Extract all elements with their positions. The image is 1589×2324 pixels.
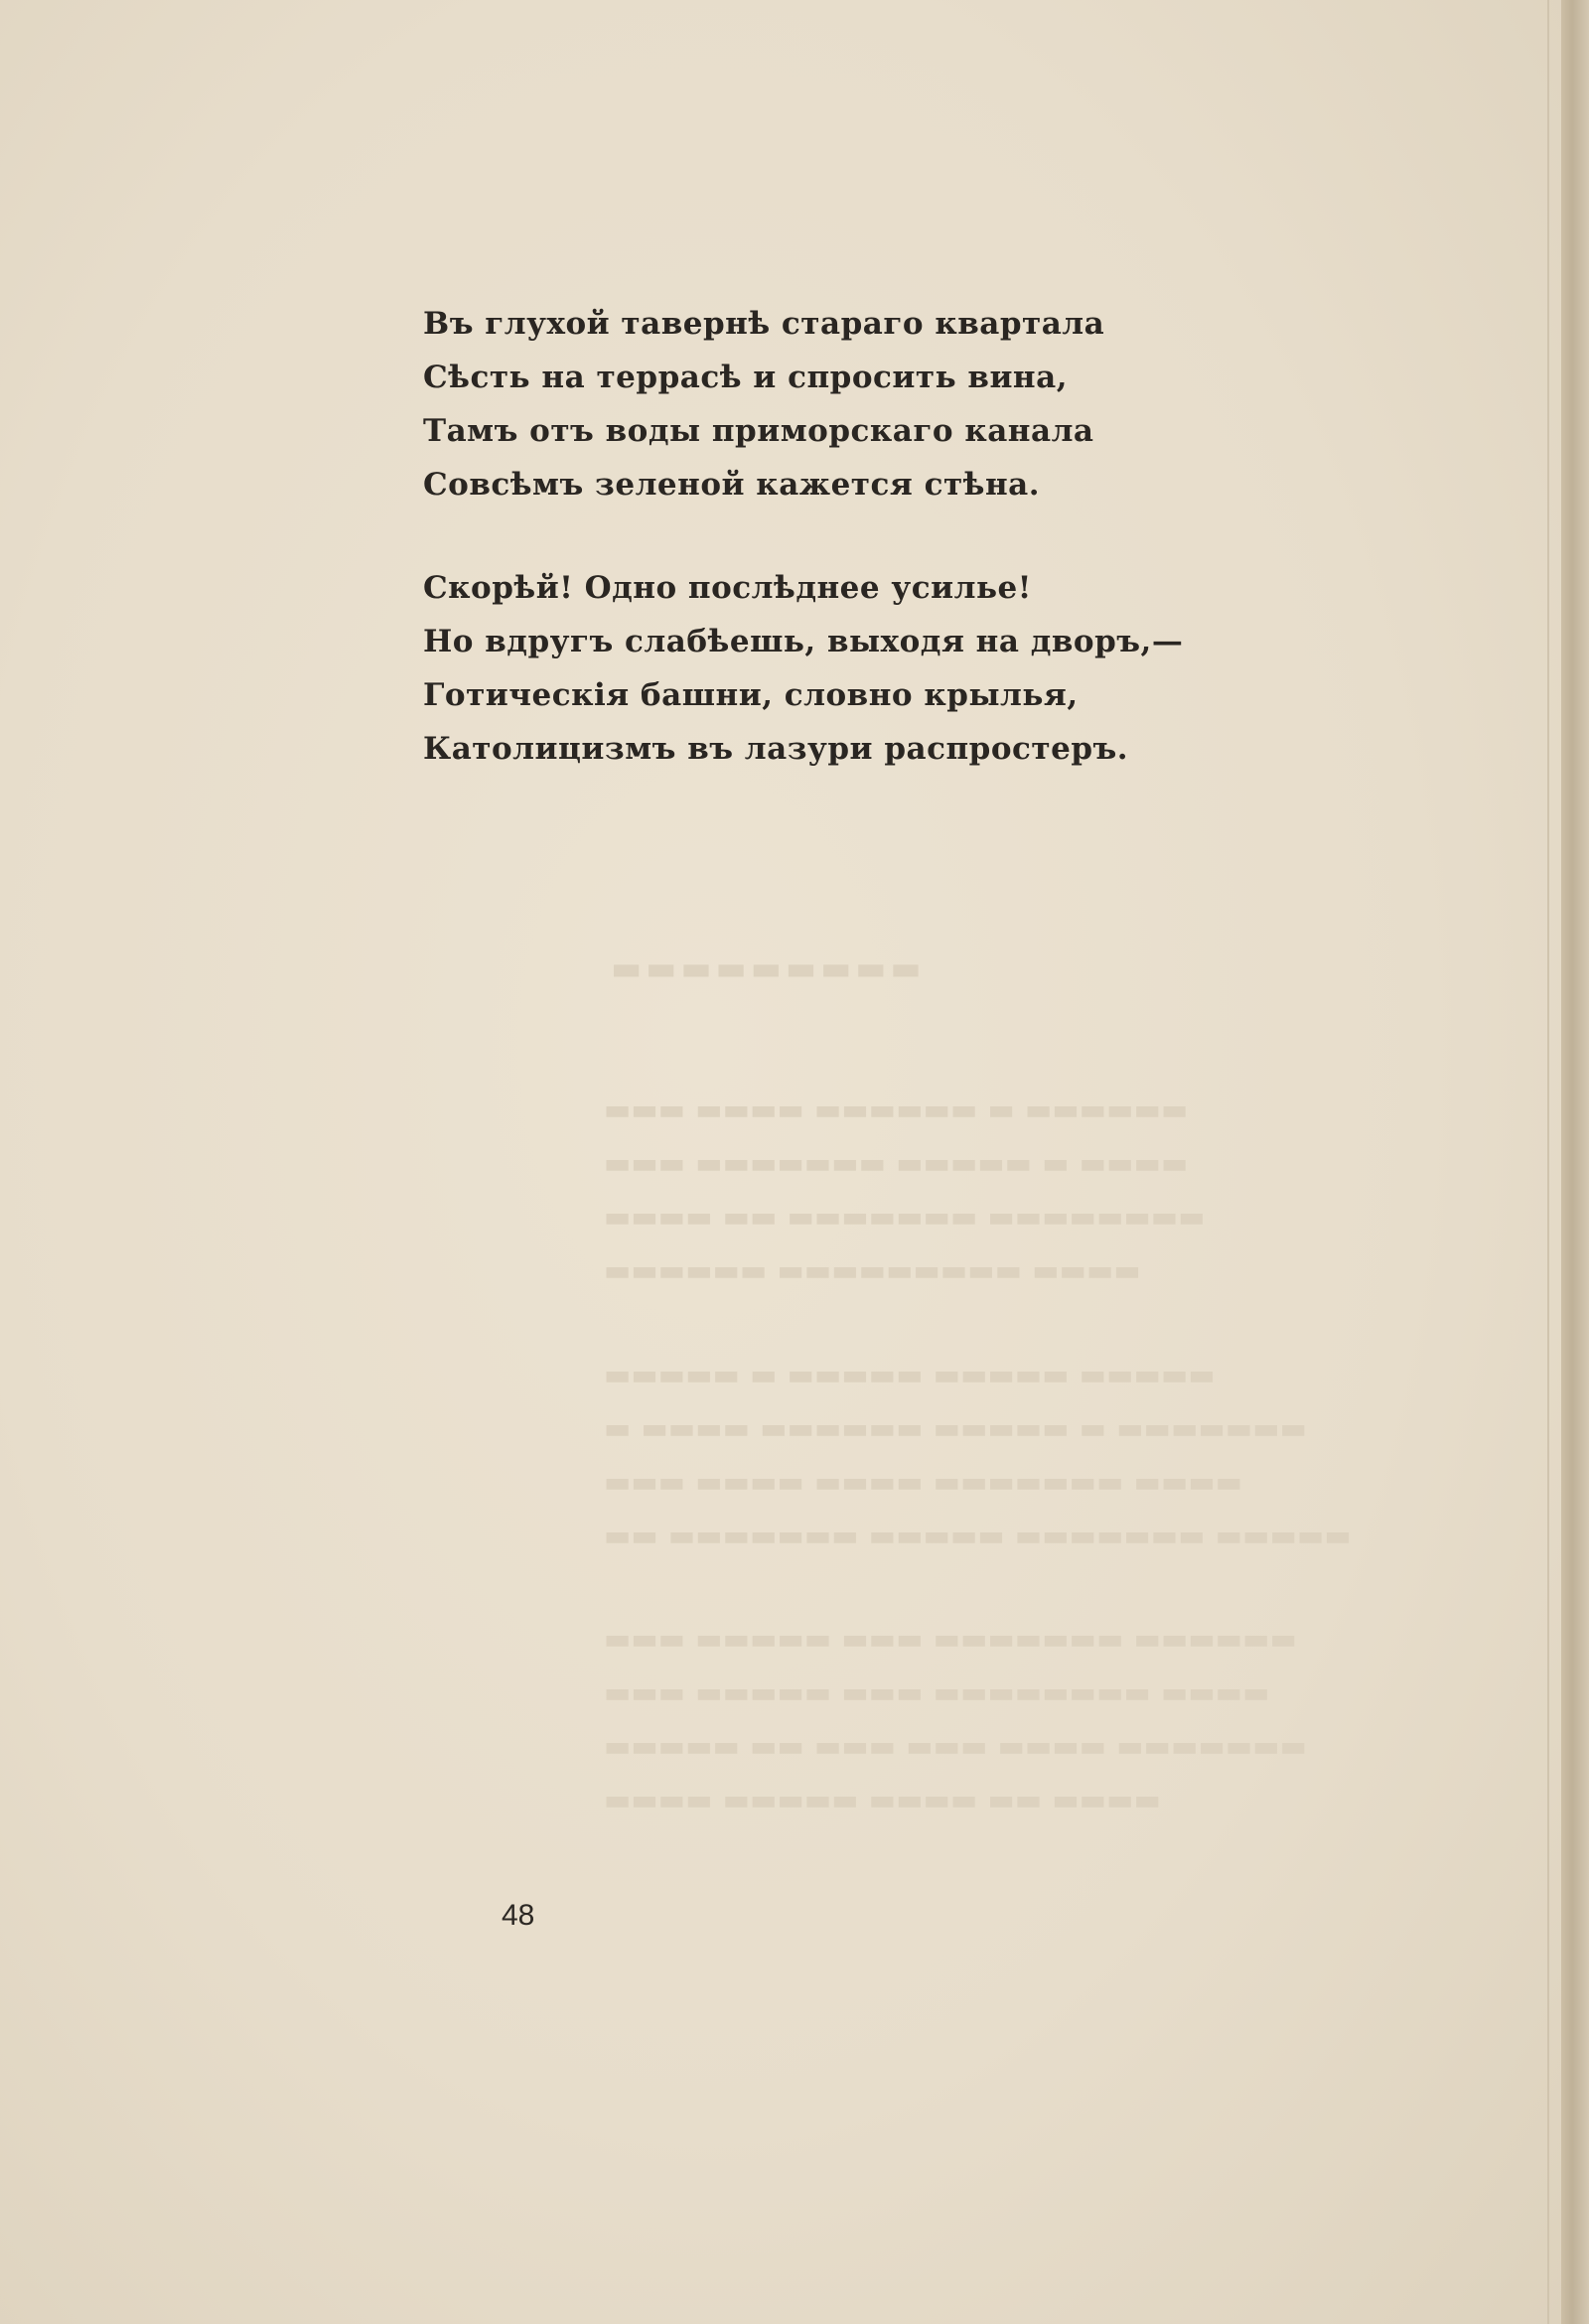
- poem-line: Тамъ отъ воды приморскаго канала: [423, 413, 1094, 449]
- poem-line: Но вдругъ слабѣешь, выходя на дворъ,—: [423, 624, 1184, 659]
- bleed-through-line: ▬▬▬ ▬▬▬▬▬ ▬▬▬ ▬▬▬▬▬▬▬ ▬▬▬▬▬▬: [604, 1622, 1297, 1656]
- bleed-through-line: ▬▬▬ ▬▬▬▬ ▬▬▬▬ ▬▬▬▬▬▬▬ ▬▬▬▬: [604, 1465, 1243, 1499]
- poem-stanza-2: [423, 561, 1183, 776]
- page-number: 48: [502, 1899, 535, 1932]
- bleed-through-stanza: [604, 1348, 1352, 1562]
- poem-line: Совсѣмъ зеленой кажется стѣна.: [423, 467, 1041, 503]
- poem-stanza-1: [423, 297, 1104, 511]
- bleed-through-stanza: [604, 1083, 1206, 1297]
- bleed-through-line: ▬▬▬ ▬▬▬▬▬ ▬▬▬ ▬▬▬▬▬▬▬▬ ▬▬▬▬: [604, 1675, 1270, 1709]
- bleed-through-line: ▬▬ ▬▬▬▬▬▬▬ ▬▬▬▬▬ ▬▬▬▬▬▬▬ ▬▬▬▬▬: [604, 1519, 1352, 1552]
- bleed-through-line: ▬▬▬▬▬ ▬▬ ▬▬▬ ▬▬▬ ▬▬▬▬ ▬▬▬▬▬▬▬: [604, 1729, 1308, 1763]
- bleed-through-line: ▬▬▬▬ ▬▬▬▬▬ ▬▬▬▬ ▬▬ ▬▬▬▬: [604, 1783, 1161, 1816]
- poem-line: Сѣсть на террасѣ и спросить вина,: [423, 360, 1069, 395]
- bleed-through-stanza: [604, 1612, 1307, 1826]
- poem-line: Католицизмъ въ лазури распростеръ.: [423, 731, 1129, 767]
- bleed-through-line: ▬▬▬ ▬▬▬▬▬▬▬ ▬▬▬▬▬ ▬ ▬▬▬▬: [604, 1146, 1189, 1180]
- poem-line: Въ глухой тавернѣ стараго квартала: [423, 306, 1105, 342]
- bleed-through-line: ▬▬▬▬▬ ▬ ▬▬▬▬▬ ▬▬▬▬▬ ▬▬▬▬▬: [604, 1358, 1216, 1391]
- book-spine: [1561, 0, 1589, 2324]
- page-edge: [1547, 0, 1549, 2324]
- poem-line: Готическія башни, словно крылья,: [423, 677, 1079, 713]
- bleed-through-line: ▬▬▬▬▬▬ ▬▬▬▬▬▬▬▬▬ ▬▬▬▬: [604, 1253, 1141, 1287]
- bleed-through-title: ▬▬▬▬▬▬▬▬▬: [611, 948, 926, 987]
- poem-line: Скорѣй! Одно послѣднее усилье!: [423, 570, 1032, 606]
- bleed-through-line: ▬▬▬ ▬▬▬▬ ▬▬▬▬▬▬ ▬ ▬▬▬▬▬▬: [604, 1092, 1189, 1126]
- bleed-through-line: ▬ ▬▬▬▬ ▬▬▬▬▬▬ ▬▬▬▬▬ ▬ ▬▬▬▬▬▬▬: [604, 1411, 1308, 1445]
- bleed-through-line: ▬▬▬▬ ▬▬ ▬▬▬▬▬▬▬ ▬▬▬▬▬▬▬▬: [604, 1200, 1206, 1234]
